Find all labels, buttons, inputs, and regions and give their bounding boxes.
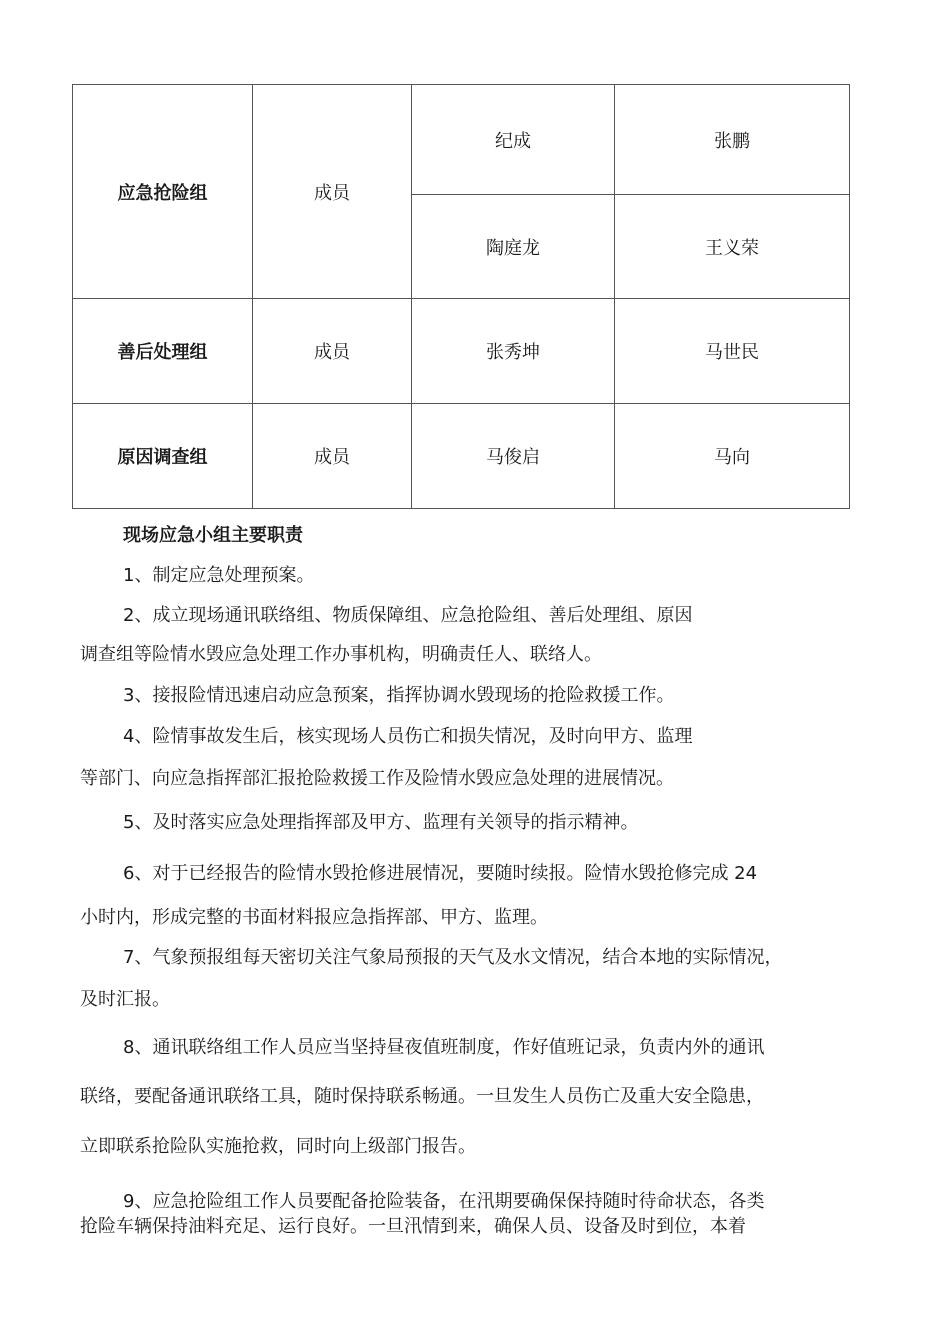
table-row bbox=[73, 404, 850, 509]
paragraph-line: 2、成立现场通讯联络组、物质保障组、应急抢险组、善后处理组、原因 bbox=[123, 605, 693, 626]
table-row bbox=[73, 299, 850, 404]
group-name-cell: 应急抢险组 bbox=[73, 85, 253, 299]
paragraph-line: 3、接报险情迅速启动应急预案，指挥协调水毁现场的抢险救援工作。 bbox=[123, 685, 675, 706]
paragraph-line: 及时汇报。 bbox=[80, 989, 170, 1010]
paragraph-line: 4、险情事故发生后，核实现场人员伤亡和损失情况，及时向甲方、监理 bbox=[123, 726, 693, 747]
paragraph-line: 联络，要配备通讯联络工具，随时保持联系畅通。一旦发生人员伤亡及重大安全隐患， bbox=[80, 1086, 764, 1107]
member-cell: 陶庭龙 bbox=[412, 195, 615, 299]
paragraph-line: 抢险车辆保持油料充足、运行良好。一旦汛情到来，确保人员、设备及时到位，本着 bbox=[80, 1216, 746, 1237]
emergency-team-table bbox=[72, 84, 850, 509]
paragraph-line: 8、通讯联络组工作人员应当坚持昼夜值班制度，作好值班记录，负责内外的通讯 bbox=[123, 1037, 765, 1058]
member-cell: 王义荣 bbox=[615, 195, 850, 299]
paragraph-line: 立即联系抢险队实施抢救，同时向上级部门报告。 bbox=[80, 1136, 476, 1157]
member-cell: 张鹏 bbox=[615, 85, 850, 195]
paragraph-line: 9、应急抢险组工作人员要配备抢险装备，在汛期要确保保持随时待命状态，各类 bbox=[123, 1191, 765, 1212]
member-cell: 纪成 bbox=[412, 85, 615, 195]
paragraph-line: 调查组等险情水毁应急处理工作办事机构，明确责任人、联络人。 bbox=[80, 644, 602, 665]
table-row bbox=[73, 85, 850, 195]
member-cell: 马向 bbox=[615, 404, 850, 509]
role-cell: 成员 bbox=[253, 85, 412, 299]
role-cell: 成员 bbox=[253, 404, 412, 509]
paragraph-line: 小时内，形成完整的书面材料报应急指挥部、甲方、监理。 bbox=[80, 907, 548, 928]
member-cell: 张秀坤 bbox=[412, 299, 615, 404]
role-cell: 成员 bbox=[253, 299, 412, 404]
group-name-cell: 善后处理组 bbox=[73, 299, 253, 404]
member-cell: 马世民 bbox=[615, 299, 850, 404]
group-name-cell: 原因调查组 bbox=[73, 404, 253, 509]
paragraph-line: 7、气象预报组每天密切关注气象局预报的天气及水文情况，结合本地的实际情况， bbox=[123, 947, 783, 968]
paragraph-line: 等部门、向应急指挥部汇报抢险救援工作及险情水毁应急处理的进展情况。 bbox=[80, 768, 674, 789]
paragraph-line: 5、及时落实应急处理指挥部及甲方、监理有关领导的指示精神。 bbox=[123, 812, 639, 833]
paragraph-line: 6、对于已经报告的险情水毁抢修进展情况，要随时续报。险情水毁抢修完成 24 bbox=[123, 863, 758, 884]
paragraph-line: 1、制定应急处理预案。 bbox=[123, 565, 315, 586]
member-cell: 马俊启 bbox=[412, 404, 615, 509]
section-heading: 现场应急小组主要职责 bbox=[123, 525, 303, 546]
